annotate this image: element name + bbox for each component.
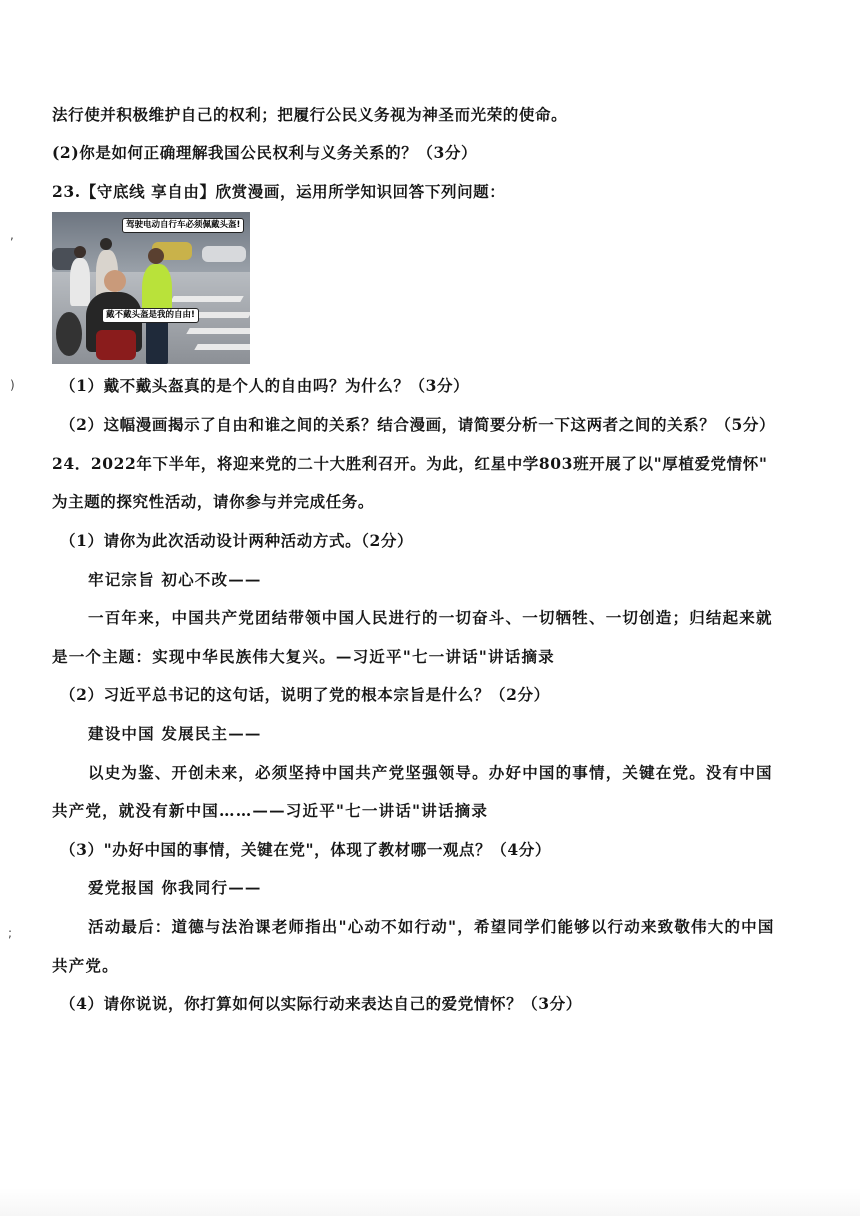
quote-text: 一百年来，中国共产党团结带领中国人民进行的一切奋斗、一切牺牲、一切创造；归结起来就 — [88, 608, 773, 627]
officer-speech-bubble: 驾驶电动自行车必须佩戴头盔! — [122, 218, 244, 233]
question-24-intro: 24．2022年下半年，将迎来党的二十大胜利召开。为此，红星中学803班开展了以"厚植爱党情怀" — [52, 454, 768, 473]
question-24-3: （3）"办好中国的事情，关键在党"，体现了教材哪一观点？（4分） — [60, 840, 551, 859]
quote-text: 共产党。 — [52, 956, 119, 975]
quote-text: 活动最后：道德与法治课老师指出"心动不如行动"，希望同学们能够以行动来致敬伟大的中国 — [88, 917, 775, 936]
quote-text: 以史为鉴、开创未来，必须坚持中国共产党坚强领导。办好中国的事情，关键在党。没有中国 — [88, 763, 773, 782]
question-22-2: (2)你是如何正确理解我国公民权利与义务关系的？（3分） — [52, 143, 478, 162]
section-heading: 建设中国 发展民主—— — [88, 724, 262, 743]
helmet-cartoon-image — [52, 212, 250, 364]
scan-mark: ; — [8, 926, 13, 940]
scan-mark: ) — [10, 378, 15, 392]
quote-text: 是一个主题：实现中华民族伟大复兴。—习近平"七一讲话"讲话摘录 — [52, 647, 555, 666]
quote-text: 共产党，就没有新中国……——习近平"七一讲话"讲话摘录 — [52, 801, 489, 820]
section-heading: 爱党报国 你我同行—— — [88, 878, 262, 897]
page-bottom-edge — [0, 1188, 860, 1216]
text-line: 法行使并积极维护自己的权利；把履行公民义务视为神圣而光荣的使命。 — [52, 105, 568, 124]
section-heading: 牢记宗旨 初心不改—— — [88, 570, 262, 589]
question-24-4: （4）请你说说，你打算如何以实际行动来表达自己的爱党情怀？（3分） — [60, 994, 582, 1013]
question-24-1: （1）请你为此次活动设计两种活动方式。（2分） — [60, 531, 414, 550]
rider-speech-bubble: 戴不戴头盔是我的自由! — [102, 308, 199, 323]
question-23-1: （1）戴不戴头盔真的是个人的自由吗？为什么？（3分） — [60, 376, 470, 395]
text-line: 为主题的探究性活动，请你参与并完成任务。 — [52, 492, 375, 511]
question-23-2: （2）这幅漫画揭示了自由和谁之间的关系？结合漫画，请简要分析一下这两者之间的关系？（5分） — [60, 415, 776, 434]
question-23-title: 23.【守底线 享自由】欣赏漫画，运用所学知识回答下列问题： — [52, 182, 506, 201]
question-24-2: （2）习近平总书记的这句话，说明了党的根本宗旨是什么？（2分） — [60, 685, 550, 704]
scan-mark: , — [10, 228, 14, 242]
